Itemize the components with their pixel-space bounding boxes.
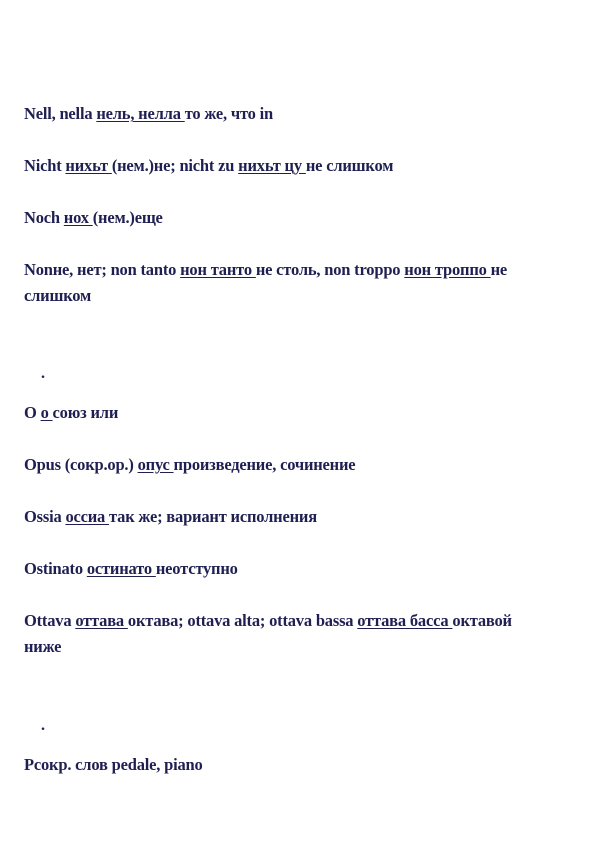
- entry-noch: [24, 205, 544, 231]
- entry-p: [24, 752, 544, 778]
- term: Ostinato: [24, 559, 87, 578]
- term: Nonне, нет; non tanto: [24, 260, 181, 279]
- entry-nell: [24, 101, 544, 127]
- term: Noch: [24, 208, 64, 227]
- definition: не столь, non troppo: [255, 260, 405, 279]
- entry-ossia: [24, 504, 544, 530]
- term: Opus (сокр.op.): [24, 455, 138, 474]
- entry-non: [24, 257, 544, 309]
- definition: (нем.)не; nicht zu: [111, 156, 239, 175]
- definition: октавой ниже: [24, 611, 512, 656]
- section-separator: .: [41, 365, 45, 382]
- entry-ottava: [24, 608, 544, 660]
- entry-opus: [24, 452, 544, 478]
- pronunciation: нель, нелла: [96, 104, 185, 123]
- pronunciation: нон троппо: [404, 260, 491, 279]
- definition: так же; вариант исполнения: [109, 507, 317, 526]
- definition: не слишком: [24, 260, 508, 305]
- pronunciation: оттава: [75, 611, 128, 630]
- term: Nicht: [24, 156, 66, 175]
- term: Ossia: [24, 507, 66, 526]
- pronunciation: нох: [63, 208, 93, 227]
- definition: не слишком: [305, 156, 394, 175]
- definition: (нем.)еще: [92, 208, 163, 227]
- definition: октава; ottava alta; ottava bassa: [127, 611, 358, 630]
- entry-o: [24, 400, 544, 426]
- section-separator: .: [41, 717, 45, 734]
- term: О: [24, 403, 41, 422]
- pronunciation: о: [40, 403, 53, 422]
- pronunciation: остинато: [86, 559, 156, 578]
- definition: союз или: [52, 403, 119, 422]
- entry-nicht: [24, 153, 544, 179]
- term: Nell, nella: [24, 104, 97, 123]
- pronunciation: нихьт цу: [238, 156, 306, 175]
- pronunciation: оттава басса: [357, 611, 453, 630]
- definition: неотступно: [155, 559, 238, 578]
- pronunciation: нон танто: [180, 260, 256, 279]
- pronunciation: оссиа: [65, 507, 110, 526]
- pronunciation: нихьт: [65, 156, 112, 175]
- pronunciation: опус: [137, 455, 174, 474]
- definition: то же, что in: [184, 104, 274, 123]
- entry-ostinato: [24, 556, 544, 582]
- term: Рсокр. слов pedale, piano: [24, 755, 203, 774]
- term: Ottava: [24, 611, 76, 630]
- definition: произведение, сочинение: [173, 455, 356, 474]
